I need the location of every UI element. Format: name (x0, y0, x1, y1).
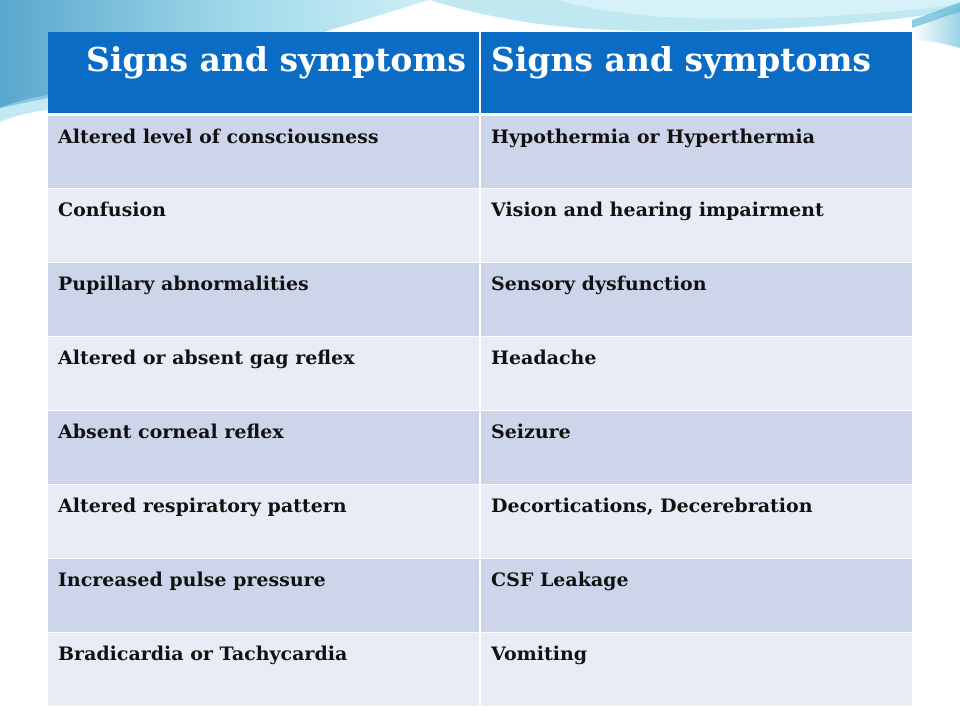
column-header: Signs and symptoms (480, 32, 912, 114)
table-cell: Altered or absent gag reflex (48, 336, 480, 410)
table-cell: CSF Leakage (480, 558, 912, 632)
table-row (48, 484, 912, 558)
table-row (48, 114, 912, 188)
table-cell: Decortications, Decerebration (480, 484, 912, 558)
table-cell: Headache (480, 336, 912, 410)
table-cell: Absent corneal reflex (48, 410, 480, 484)
table-row (48, 632, 912, 706)
table-row (48, 188, 912, 262)
table-row (48, 558, 912, 632)
table-cell: Sensory dysfunction (480, 262, 912, 336)
column-header: Signs and symptoms (48, 32, 480, 114)
table-row (48, 336, 912, 410)
signs-symptoms-table (48, 32, 912, 707)
table-cell: Bradicardia or Tachycardia (48, 632, 480, 706)
table-cell: Altered respiratory pattern (48, 484, 480, 558)
table-cell: Pupillary abnormalities (48, 262, 480, 336)
table-cell: Vision and hearing impairment (480, 188, 912, 262)
table-row (48, 262, 912, 336)
table-cell: Confusion (48, 188, 480, 262)
table-cell: Hypothermia or Hyperthermia (480, 114, 912, 188)
table-cell: Vomiting (480, 632, 912, 706)
table-cell: Seizure (480, 410, 912, 484)
table-cell: Increased pulse pressure (48, 558, 480, 632)
table-row (48, 410, 912, 484)
table-header-row (48, 32, 912, 114)
table-cell: Altered level of consciousness (48, 114, 480, 188)
